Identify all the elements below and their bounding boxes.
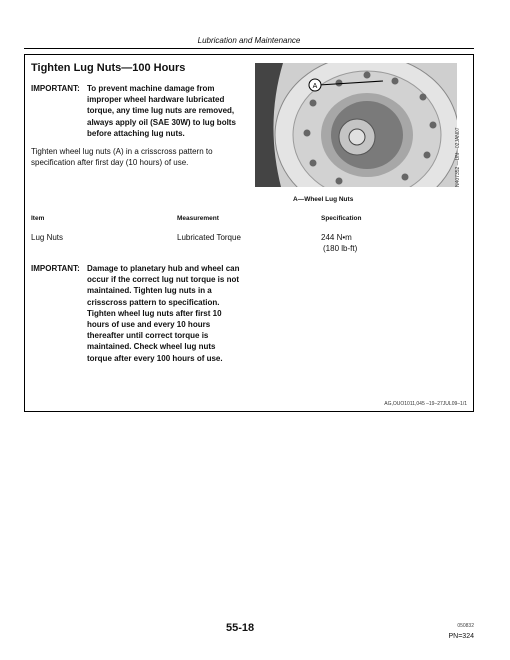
page-pn: PN=324: [448, 633, 474, 640]
important-line: hours of use and every 10 hours: [87, 320, 211, 330]
section-header: Lubrication and Maintenance: [197, 36, 301, 45]
important-label-1: IMPORTANT:: [31, 84, 80, 93]
table-header-item: Item: [31, 215, 45, 222]
important-line: torque after every 100 hours of use.: [87, 353, 223, 363]
page-code: 050832: [457, 623, 474, 629]
important-line: always apply oil (SAE 30W) to lug bolts: [87, 117, 236, 127]
important-line: improper wheel hardware lubricated: [87, 95, 225, 105]
table-cell-measurement: Lubricated Torque: [177, 233, 241, 242]
important-label-2: IMPORTANT:: [31, 264, 80, 273]
important-line: before attaching lug nuts.: [87, 128, 185, 138]
instruction-line: Tighten wheel lug nuts (A) in a crisscross pattern to: [31, 147, 213, 156]
table-cell-spec-metric: 244 N•m: [321, 233, 352, 242]
important-line: torque, any time lug nuts are removed,: [87, 106, 235, 116]
important-text-2: [87, 263, 239, 364]
important-line: maintained. Tighten lug nuts in a: [87, 286, 212, 296]
important-text-1: [87, 83, 236, 139]
page-number: 55-18: [226, 622, 255, 634]
table-cell-spec-imperial: (180 lb-ft): [323, 244, 358, 253]
table-header-measurement: Measurement: [177, 215, 219, 222]
figure-caption: A—Wheel Lug Nuts: [293, 196, 354, 203]
important-line: thereafter until correct torque is: [87, 331, 209, 341]
procedure-frame: [24, 54, 474, 412]
important-line: occur if the correct lug nut torque is not: [87, 275, 240, 285]
callout-a-label: A: [312, 83, 318, 90]
instruction-line: specification after first day (10 hours) of use.: [31, 158, 189, 167]
wheel-hub-photo: [255, 63, 457, 187]
important-line: To prevent machine damage from: [87, 84, 215, 93]
table-cell-item: Lug Nuts: [31, 233, 64, 242]
header-divider: [24, 48, 474, 49]
figure-id: N407352 —UN—02JAN07: [455, 127, 461, 187]
important-line: Tighten wheel lug nuts after first 10: [87, 308, 222, 318]
section-footer-code: AG,OUO1011,045 –19–27JUL09–1/1: [384, 401, 467, 407]
procedure-title: Tighten Lug Nuts—100 Hours: [31, 62, 186, 74]
table-header-specification: Specification: [321, 215, 362, 222]
important-line: crisscross pattern to specification.: [87, 297, 220, 307]
wheel-hub-illustration: [255, 63, 457, 187]
important-line: maintained. Check wheel lug nuts: [87, 342, 216, 352]
important-line: Damage to planetary hub and wheel can: [87, 264, 240, 273]
instruction-text: [31, 146, 213, 168]
